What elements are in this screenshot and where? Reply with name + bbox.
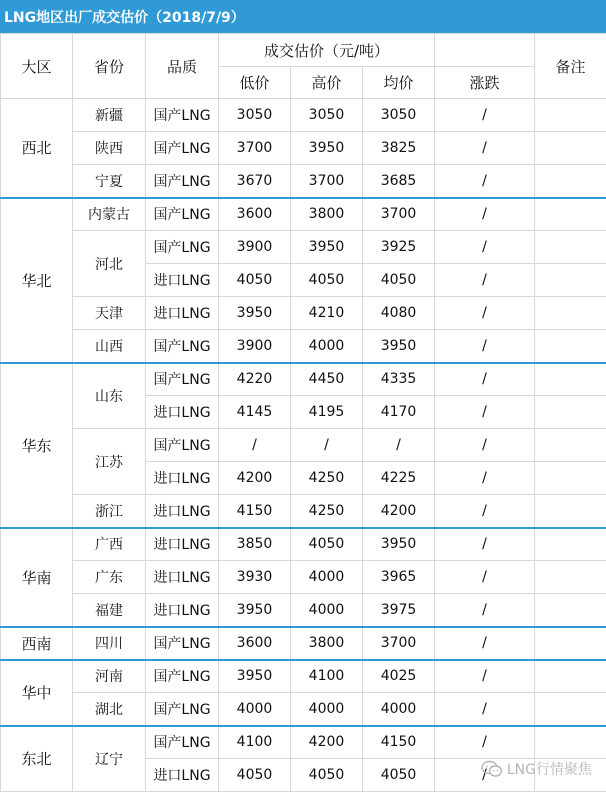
region-cell: 西北	[1, 99, 73, 198]
low-price-cell: 4200	[219, 462, 291, 495]
change-cell: /	[435, 99, 535, 132]
avg-price-cell: 3950	[363, 330, 435, 363]
province-cell: 宁夏	[73, 165, 146, 198]
header-price-group: 成交估价（元/吨）	[219, 34, 435, 67]
header-change: 涨跌	[435, 67, 535, 99]
low-price-cell: 4145	[219, 396, 291, 429]
avg-price-cell: 3700	[363, 198, 435, 231]
note-cell	[535, 561, 606, 594]
change-cell: /	[435, 495, 535, 528]
low-price-cell: 3950	[219, 660, 291, 693]
note-cell	[535, 264, 606, 297]
watermark	[481, 759, 592, 779]
region-cell: 华南	[1, 528, 73, 627]
change-cell: /	[435, 759, 535, 792]
avg-price-cell: 4150	[363, 726, 435, 759]
avg-price-cell: 4050	[363, 264, 435, 297]
quality-cell: 进口LNG	[146, 297, 219, 330]
change-cell: /	[435, 264, 535, 297]
table-row	[1, 594, 606, 627]
quality-cell: 国产LNG	[146, 198, 219, 231]
avg-price-cell: 4200	[363, 495, 435, 528]
quality-cell: 进口LNG	[146, 264, 219, 297]
low-price-cell: 3670	[219, 165, 291, 198]
province-cell: 内蒙古	[73, 198, 146, 231]
province-cell: 广东	[73, 561, 146, 594]
low-price-cell: /	[219, 429, 291, 462]
high-price-cell: 4000	[291, 561, 363, 594]
high-price-cell: /	[291, 429, 363, 462]
table-row	[1, 693, 606, 726]
table-row	[1, 99, 606, 132]
region-cell: 西南	[1, 627, 73, 660]
header-avg: 均价	[363, 67, 435, 99]
high-price-cell: 3800	[291, 198, 363, 231]
change-cell: /	[435, 231, 535, 264]
change-cell: /	[435, 594, 535, 627]
table-row	[1, 429, 606, 462]
province-cell: 陕西	[73, 132, 146, 165]
avg-price-cell: 4335	[363, 363, 435, 396]
table-title: LNG地区出厂成交估价（2018/7/9）	[0, 0, 606, 33]
avg-price-cell: 4000	[363, 693, 435, 726]
quality-cell: 国产LNG	[146, 99, 219, 132]
high-price-cell: 3050	[291, 99, 363, 132]
province-cell: 湖北	[73, 693, 146, 726]
table-row	[1, 726, 606, 759]
wechat-icon	[481, 760, 503, 778]
note-cell	[535, 726, 606, 759]
low-price-cell: 4150	[219, 495, 291, 528]
region-cell: 华东	[1, 363, 73, 528]
high-price-cell: 4050	[291, 759, 363, 792]
header-note: 备注	[535, 34, 606, 99]
province-cell: 山西	[73, 330, 146, 363]
high-price-cell: 4000	[291, 693, 363, 726]
high-price-cell: 3950	[291, 132, 363, 165]
table-row	[1, 297, 606, 330]
table-row	[1, 198, 606, 231]
table-row	[1, 495, 606, 528]
province-cell: 广西	[73, 528, 146, 561]
quality-cell: 国产LNG	[146, 660, 219, 693]
province-cell: 河南	[73, 660, 146, 693]
change-cell: /	[435, 363, 535, 396]
high-price-cell: 4100	[291, 660, 363, 693]
high-price-cell: 4000	[291, 330, 363, 363]
high-price-cell: 4000	[291, 594, 363, 627]
province-cell: 浙江	[73, 495, 146, 528]
table-body	[1, 99, 606, 792]
avg-price-cell: 3950	[363, 528, 435, 561]
change-cell: /	[435, 198, 535, 231]
header-blank	[435, 34, 535, 67]
quality-cell: 进口LNG	[146, 528, 219, 561]
high-price-cell: 4450	[291, 363, 363, 396]
quality-cell: 进口LNG	[146, 594, 219, 627]
change-cell: /	[435, 561, 535, 594]
quality-cell: 进口LNG	[146, 462, 219, 495]
high-price-cell: 3700	[291, 165, 363, 198]
avg-price-cell: 4225	[363, 462, 435, 495]
avg-price-cell: /	[363, 429, 435, 462]
note-cell	[535, 198, 606, 231]
high-price-cell: 4250	[291, 462, 363, 495]
header-region: 大区	[1, 34, 73, 99]
table-row	[1, 528, 606, 561]
change-cell: /	[435, 528, 535, 561]
region-cell: 华北	[1, 198, 73, 363]
avg-price-cell: 3965	[363, 561, 435, 594]
low-price-cell: 4220	[219, 363, 291, 396]
header-quality: 品质	[146, 34, 219, 99]
province-cell: 福建	[73, 594, 146, 627]
low-price-cell: 4000	[219, 693, 291, 726]
avg-price-cell: 4170	[363, 396, 435, 429]
note-cell	[535, 429, 606, 462]
low-price-cell: 4050	[219, 264, 291, 297]
high-price-cell: 4050	[291, 264, 363, 297]
avg-price-cell: 3975	[363, 594, 435, 627]
high-price-cell: 4250	[291, 495, 363, 528]
note-cell	[535, 528, 606, 561]
change-cell: /	[435, 693, 535, 726]
avg-price-cell: 4025	[363, 660, 435, 693]
province-cell: 山东	[73, 363, 146, 429]
table-row	[1, 330, 606, 363]
low-price-cell: 3950	[219, 297, 291, 330]
note-cell	[535, 330, 606, 363]
region-cell: 华中	[1, 660, 73, 726]
quality-cell: 国产LNG	[146, 627, 219, 660]
note-cell	[535, 693, 606, 726]
change-cell: /	[435, 429, 535, 462]
region-cell: 东北	[1, 726, 73, 792]
change-cell: /	[435, 396, 535, 429]
high-price-cell: 4050	[291, 528, 363, 561]
low-price-cell: 3600	[219, 627, 291, 660]
change-cell: /	[435, 726, 535, 759]
province-cell: 四川	[73, 627, 146, 660]
note-cell	[535, 231, 606, 264]
avg-price-cell: 3700	[363, 627, 435, 660]
quality-cell: 进口LNG	[146, 396, 219, 429]
quality-cell: 国产LNG	[146, 726, 219, 759]
high-price-cell: 4210	[291, 297, 363, 330]
change-cell: /	[435, 297, 535, 330]
province-cell: 河北	[73, 231, 146, 297]
province-cell: 辽宁	[73, 726, 146, 792]
avg-price-cell: 3685	[363, 165, 435, 198]
avg-price-cell: 3050	[363, 99, 435, 132]
quality-cell: 国产LNG	[146, 363, 219, 396]
note-cell	[535, 462, 606, 495]
table-row	[1, 132, 606, 165]
quality-cell: 国产LNG	[146, 132, 219, 165]
header-low: 低价	[219, 67, 291, 99]
low-price-cell: 3850	[219, 528, 291, 561]
price-table	[0, 33, 606, 792]
note-cell	[535, 363, 606, 396]
note-cell	[535, 495, 606, 528]
high-price-cell: 4200	[291, 726, 363, 759]
table-row	[1, 363, 606, 396]
note-cell	[535, 627, 606, 660]
note-cell	[535, 594, 606, 627]
quality-cell: 国产LNG	[146, 231, 219, 264]
high-price-cell: 3800	[291, 627, 363, 660]
change-cell: /	[435, 462, 535, 495]
low-price-cell: 4100	[219, 726, 291, 759]
table-row	[1, 165, 606, 198]
avg-price-cell: 3825	[363, 132, 435, 165]
low-price-cell: 3900	[219, 231, 291, 264]
quality-cell: 进口LNG	[146, 759, 219, 792]
note-cell	[535, 660, 606, 693]
quality-cell: 国产LNG	[146, 165, 219, 198]
note-cell	[535, 396, 606, 429]
change-cell: /	[435, 330, 535, 363]
avg-price-cell: 4080	[363, 297, 435, 330]
low-price-cell: 3930	[219, 561, 291, 594]
province-cell: 新疆	[73, 99, 146, 132]
quality-cell: 国产LNG	[146, 330, 219, 363]
province-cell: 江苏	[73, 429, 146, 495]
header-province: 省份	[73, 34, 146, 99]
table-row	[1, 660, 606, 693]
high-price-cell: 3950	[291, 231, 363, 264]
watermark-text: LNG行情聚焦	[506, 762, 592, 778]
province-cell: 天津	[73, 297, 146, 330]
header-high: 高价	[291, 67, 363, 99]
quality-cell: 国产LNG	[146, 429, 219, 462]
note-cell	[535, 165, 606, 198]
change-cell: /	[435, 132, 535, 165]
avg-price-cell: 3925	[363, 231, 435, 264]
table-row	[1, 231, 606, 264]
avg-price-cell: 4050	[363, 759, 435, 792]
low-price-cell: 3900	[219, 330, 291, 363]
high-price-cell: 4195	[291, 396, 363, 429]
quality-cell: 国产LNG	[146, 693, 219, 726]
table-row	[1, 561, 606, 594]
quality-cell: 进口LNG	[146, 495, 219, 528]
low-price-cell: 3600	[219, 198, 291, 231]
change-cell: /	[435, 165, 535, 198]
note-cell	[535, 132, 606, 165]
note-cell	[535, 297, 606, 330]
low-price-cell: 3700	[219, 132, 291, 165]
table-row	[1, 627, 606, 660]
change-cell: /	[435, 627, 535, 660]
low-price-cell: 3050	[219, 99, 291, 132]
low-price-cell: 4050	[219, 759, 291, 792]
quality-cell: 进口LNG	[146, 561, 219, 594]
change-cell: /	[435, 660, 535, 693]
low-price-cell: 3950	[219, 594, 291, 627]
note-cell	[535, 99, 606, 132]
